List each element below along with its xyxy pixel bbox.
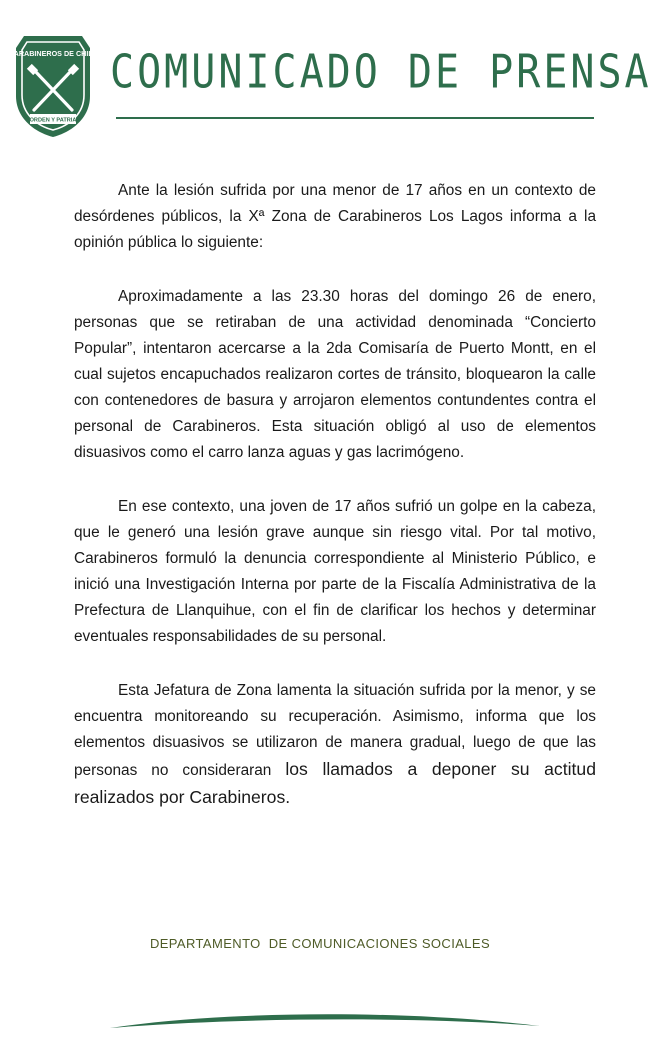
footer-swoosh-icon [110,1008,540,1034]
footer-department: DEPARTAMENTO DE COMUNICACIONES SOCIALES [149,936,491,951]
carabineros-badge-icon [8,34,98,138]
badge-text-bottom: ORDEN Y PATRIA [29,117,77,124]
paragraph-4 [74,678,596,812]
paragraph-4-tail: los llamados a deponer su actitud realizados por Carabineros. [74,759,596,807]
badge-text-top: CARABINEROS DE CHILE [8,49,98,58]
paragraph-1: Ante la lesión sufrida por una menor de 17 años en un contexto de desórdenes públicos, la Xª Zona de Carabineros Los Lagos informa a la opinión pública lo siguiente: [74,182,596,251]
paragraph-4-text: Esta Jefatura de Zona lamenta la situación sufrida por la menor, y se encuentra monitoreando su recuperación. Asimismo, informa que los elementos disuasivos se utilizaron de manera gradual, luego de que las personas no consideraran [74,682,596,779]
press-header [0,0,652,150]
title-underline [116,117,594,119]
paragraph-2: Aproximadamente a las 23.30 horas del domingo 26 de enero, personas que se retiraban de una actividad denominada “Concierto Popular”, intentaron acercarse a la 2da Comisaría de Puerto Montt, en el cual sujetos encapuchados realizaron cortes de tránsito, bloquearon la calle con contenedores de basura y arrojaron elementos contundentes contra el personal de Carabineros. Esta situación obligó al uso de elementos disuasivos como el carro lanza aguas y gas lacrimógeno. [74,288,596,461]
page-title: COMUNICADO DE PRENSA [110,46,652,99]
press-body [74,178,596,840]
paragraph-3: En ese contexto, una joven de 17 años sufrió un golpe en la cabeza, que le generó una lesión grave aunque sin riesgo vital. Por tal motivo, Carabineros formuló la denuncia correspondiente al Ministerio Público, e inició una Investigación Interna por parte de la Fiscalía Administrativa de la Prefectura de Llanquihue, con el fin de clarificar los hechos y determinar eventuales responsabilidades de su personal. [74,498,596,645]
